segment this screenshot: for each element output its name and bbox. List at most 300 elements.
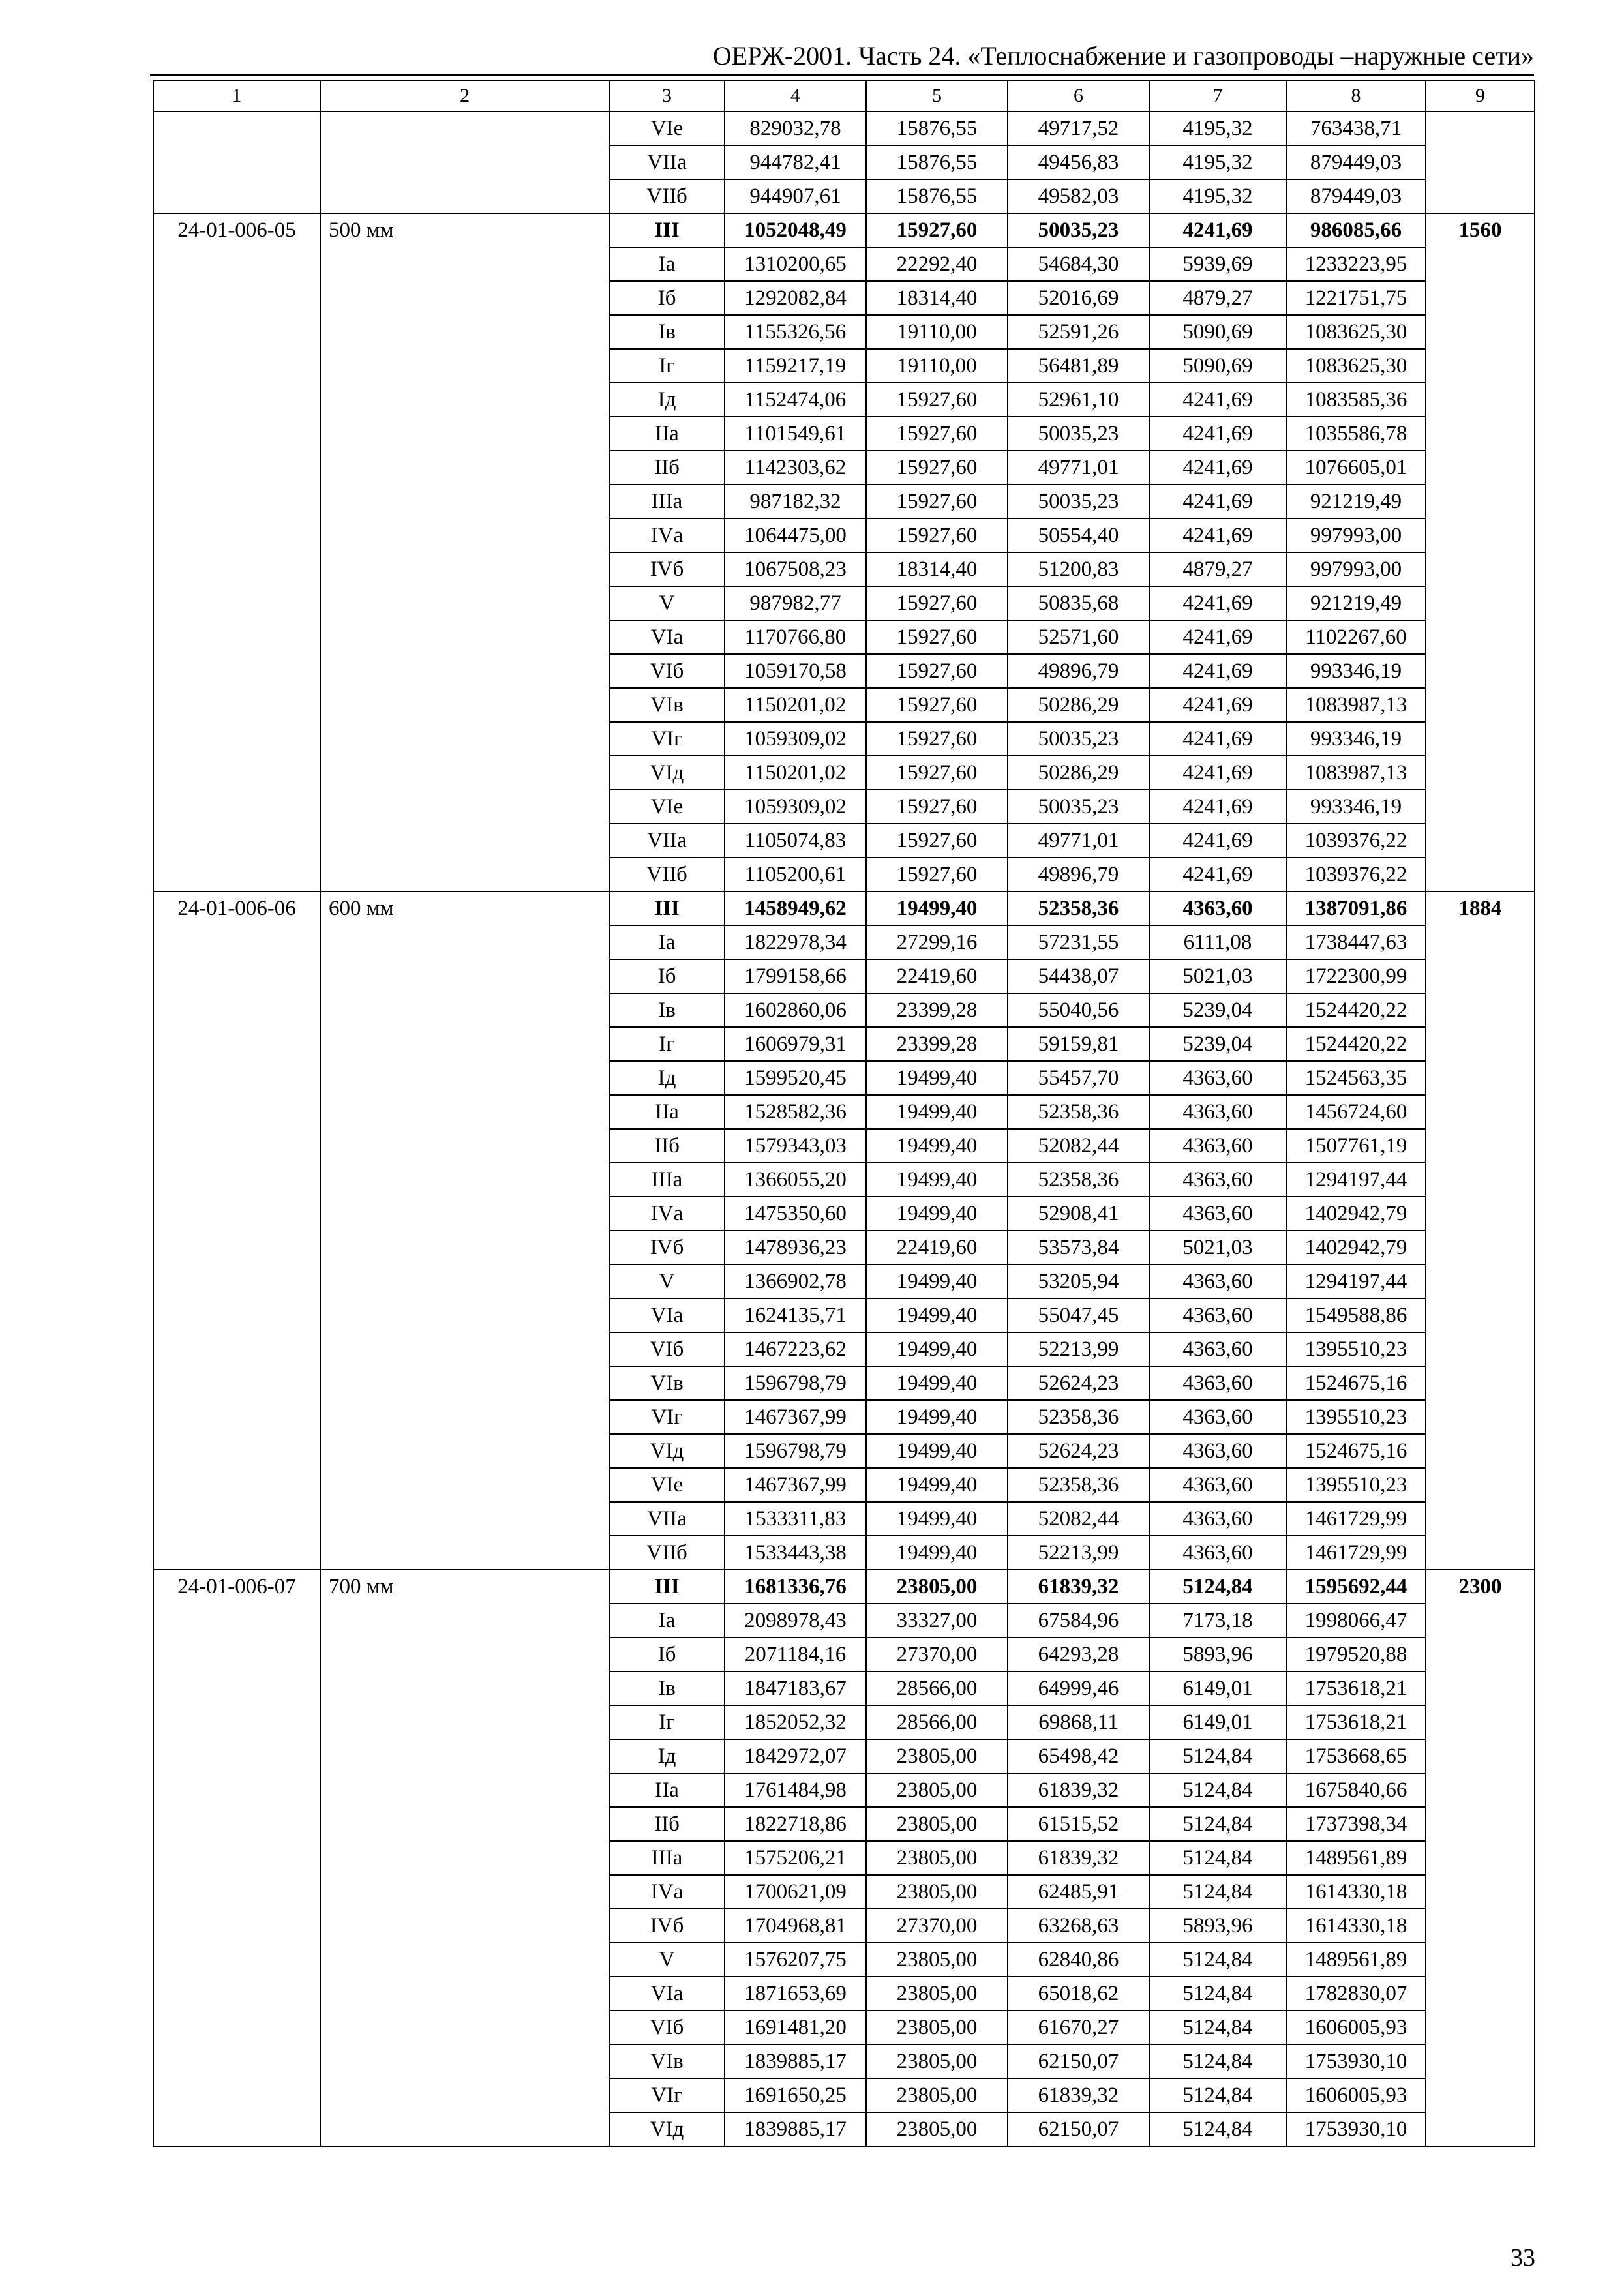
col5-cell: 19499,40 [866,1468,1008,1502]
col7-cell: 4241,69 [1149,688,1286,722]
col6-cell: 52082,44 [1008,1129,1149,1163]
region-cell: IIIа [609,1841,725,1875]
col6-cell: 51200,83 [1008,552,1149,586]
total-cell: 1884 [1426,891,1535,1570]
region-cell: IVа [609,1197,725,1231]
col8-cell: 1737398,34 [1286,1807,1426,1841]
col7-cell: 5124,84 [1149,1841,1286,1875]
col7-cell: 4879,27 [1149,281,1286,315]
col5-cell: 15876,55 [866,112,1008,145]
col7-cell: 4241,69 [1149,756,1286,790]
col4-cell: 1478936,23 [725,1231,866,1264]
col6-cell: 50035,23 [1008,790,1149,824]
col6-cell: 52571,60 [1008,620,1149,654]
col7-cell: 4363,60 [1149,1536,1286,1570]
col4-cell: 1059309,02 [725,790,866,824]
group-main-row [153,213,1535,247]
col6-cell: 65498,42 [1008,1739,1149,1773]
col4-cell: 1105074,83 [725,824,866,858]
col7-cell: 4241,69 [1149,722,1286,756]
col4-cell: 2071184,16 [725,1638,866,1671]
col5-cell: 22292,40 [866,247,1008,281]
col8-cell: 1083987,13 [1286,688,1426,722]
region-cell: Iб [609,959,725,993]
col6-cell: 50035,23 [1008,213,1149,247]
col6-cell: 52016,69 [1008,281,1149,315]
col5-cell: 15927,60 [866,722,1008,756]
col5-cell: 23805,00 [866,1875,1008,1909]
col4-cell: 1847183,67 [725,1671,866,1705]
col5-cell: 15927,60 [866,383,1008,417]
col4-cell: 1596798,79 [725,1434,866,1468]
region-cell: VIг [609,2078,725,2112]
col8-cell: 993346,19 [1286,722,1426,756]
col8-cell: 1102267,60 [1286,620,1426,654]
col7-cell: 5124,84 [1149,1875,1286,1909]
region-cell: Iг [609,349,725,383]
region-cell: Iв [609,1671,725,1705]
col8-cell: 1083585,36 [1286,383,1426,417]
col8-cell: 1489561,89 [1286,1841,1426,1875]
column-header: 5 [866,80,1008,112]
col6-cell: 49456,83 [1008,145,1149,179]
col7-cell: 5239,04 [1149,993,1286,1027]
region-cell: VIг [609,722,725,756]
region-cell: IVа [609,518,725,552]
col4-cell: 2098978,43 [725,1604,866,1638]
col5-cell: 19499,40 [866,1502,1008,1536]
col8-cell: 1233223,95 [1286,247,1426,281]
col8-cell: 879449,03 [1286,145,1426,179]
col4-cell: 987982,77 [725,586,866,620]
col7-cell: 4241,69 [1149,790,1286,824]
col4-cell: 987182,32 [725,485,866,518]
col8-cell: 1614330,18 [1286,1875,1426,1909]
col4-cell: 1576207,75 [725,1943,866,1977]
col5-cell: 18314,40 [866,552,1008,586]
col6-cell: 54684,30 [1008,247,1149,281]
col6-cell: 49896,79 [1008,654,1149,688]
col7-cell: 5090,69 [1149,349,1286,383]
col4-cell: 1606979,31 [725,1027,866,1061]
col6-cell: 64293,28 [1008,1638,1149,1671]
region-cell: VIа [609,1298,725,1332]
col6-cell: 61515,52 [1008,1807,1149,1841]
col4-cell: 1475350,60 [725,1197,866,1231]
rate-code-cell [153,112,320,213]
col6-cell: 52591,26 [1008,315,1149,349]
col8-cell: 1549588,86 [1286,1298,1426,1332]
region-cell: IVа [609,1875,725,1909]
col7-cell: 6149,01 [1149,1671,1286,1705]
col5-cell: 19499,40 [866,1163,1008,1197]
region-cell: VIв [609,1366,725,1400]
col4-cell: 1458949,62 [725,891,866,925]
col8-cell: 1083625,30 [1286,315,1426,349]
col4-cell: 1842972,07 [725,1739,866,1773]
group-main-row [153,1570,1535,1604]
col8-cell: 1524420,22 [1286,993,1426,1027]
col6-cell: 61839,32 [1008,1841,1149,1875]
col5-cell: 23805,00 [866,2112,1008,2146]
region-cell: Iд [609,383,725,417]
col6-cell: 50286,29 [1008,756,1149,790]
document-title: ОЕРЖ-2001. Часть 24. «Теплоснабжение и газопроводы –наружные сети» [712,41,1534,70]
diameter-cell [320,112,609,213]
col7-cell: 4363,60 [1149,1129,1286,1163]
col4-cell: 1871653,69 [725,1977,866,2011]
col6-cell: 64999,46 [1008,1671,1149,1705]
col5-cell: 15876,55 [866,179,1008,213]
page-number: 33 [1511,2244,1535,2271]
col6-cell: 56481,89 [1008,349,1149,383]
col7-cell: 5124,84 [1149,1943,1286,1977]
col5-cell: 15927,60 [866,756,1008,790]
col5-cell: 19499,40 [866,1197,1008,1231]
col4-cell: 1052048,49 [725,213,866,247]
col5-cell: 19499,40 [866,1400,1008,1434]
col5-cell: 19110,00 [866,349,1008,383]
col8-cell: 993346,19 [1286,654,1426,688]
col5-cell: 19499,40 [866,1434,1008,1468]
col5-cell: 15927,60 [866,451,1008,485]
col8-cell: 1606005,93 [1286,2078,1426,2112]
region-cell: VIв [609,2044,725,2078]
col5-cell: 15927,60 [866,688,1008,722]
rate-code-cell: 24-01-006-06 [153,891,320,1570]
col5-cell: 27370,00 [866,1909,1008,1943]
col8-cell: 1507761,19 [1286,1129,1426,1163]
col7-cell: 6111,08 [1149,925,1286,959]
col5-cell: 23805,00 [866,2011,1008,2044]
col4-cell: 944782,41 [725,145,866,179]
total-cell [1426,112,1535,213]
col6-cell: 52358,36 [1008,1400,1149,1434]
col4-cell: 1704968,81 [725,1909,866,1943]
col8-cell: 1753668,65 [1286,1739,1426,1773]
col6-cell: 69868,11 [1008,1705,1149,1739]
col5-cell: 15927,60 [866,790,1008,824]
col6-cell: 50035,23 [1008,485,1149,518]
col8-cell: 1395510,23 [1286,1332,1426,1366]
col5-cell: 15927,60 [866,485,1008,518]
col5-cell: 23805,00 [866,1739,1008,1773]
col6-cell: 62150,07 [1008,2044,1149,2078]
total-cell: 2300 [1426,1570,1535,2146]
col5-cell: 23399,28 [866,993,1008,1027]
col6-cell: 52082,44 [1008,1502,1149,1536]
region-cell: VIе [609,112,725,145]
column-header: 6 [1008,80,1149,112]
region-cell: VIе [609,790,725,824]
header-rule-thick [150,74,1534,76]
col5-cell: 23805,00 [866,1977,1008,2011]
col8-cell: 1753930,10 [1286,2044,1426,2078]
col5-cell: 15927,60 [866,518,1008,552]
col7-cell: 4363,60 [1149,891,1286,925]
col7-cell: 5939,69 [1149,247,1286,281]
col8-cell: 1083625,30 [1286,349,1426,383]
col4-cell: 1681336,76 [725,1570,866,1604]
total-cell: 1560 [1426,213,1535,891]
col7-cell: 4363,60 [1149,1366,1286,1400]
column-header: 7 [1149,80,1286,112]
col4-cell: 1142303,62 [725,451,866,485]
col5-cell: 23805,00 [866,1807,1008,1841]
col7-cell: 4195,32 [1149,145,1286,179]
col7-cell: 4195,32 [1149,179,1286,213]
col6-cell: 53205,94 [1008,1264,1149,1298]
col8-cell: 921219,49 [1286,485,1426,518]
col8-cell: 1035586,78 [1286,417,1426,451]
col8-cell: 997993,00 [1286,518,1426,552]
col4-cell: 1533443,38 [725,1536,866,1570]
table-body [153,80,1535,2146]
col5-cell: 19499,40 [866,1095,1008,1129]
col8-cell: 1782830,07 [1286,1977,1426,2011]
region-cell: IVб [609,552,725,586]
col8-cell: 1524675,16 [1286,1366,1426,1400]
column-header: 1 [153,80,320,112]
region-cell: Iв [609,315,725,349]
col6-cell: 49771,01 [1008,451,1149,485]
col6-cell: 50286,29 [1008,688,1149,722]
col4-cell: 1799158,66 [725,959,866,993]
col4-cell: 1852052,32 [725,1705,866,1739]
col5-cell: 23805,00 [866,2044,1008,2078]
col6-cell: 61670,27 [1008,2011,1149,2044]
col8-cell: 1039376,22 [1286,824,1426,858]
col5-cell: 15927,60 [866,824,1008,858]
region-cell: III [609,213,725,247]
column-header: 3 [609,80,725,112]
col4-cell: 1575206,21 [725,1841,866,1875]
col4-cell: 1310200,65 [725,247,866,281]
col4-cell: 1596798,79 [725,1366,866,1400]
col8-cell: 1675840,66 [1286,1773,1426,1807]
col8-cell: 1221751,75 [1286,281,1426,315]
col7-cell: 4241,69 [1149,451,1286,485]
region-cell: Iг [609,1705,725,1739]
col5-cell: 15927,60 [866,417,1008,451]
col8-cell: 1722300,99 [1286,959,1426,993]
col7-cell: 5021,03 [1149,959,1286,993]
col4-cell: 1839885,17 [725,2044,866,2078]
col8-cell: 1402942,79 [1286,1197,1426,1231]
col8-cell: 1387091,86 [1286,891,1426,925]
col8-cell: 1395510,23 [1286,1468,1426,1502]
col6-cell: 54438,07 [1008,959,1149,993]
col4-cell: 1155326,56 [725,315,866,349]
col7-cell: 5090,69 [1149,315,1286,349]
col5-cell: 19499,40 [866,1332,1008,1366]
col8-cell: 1395510,23 [1286,1400,1426,1434]
col8-cell: 1606005,93 [1286,2011,1426,2044]
col4-cell: 1366055,20 [725,1163,866,1197]
col7-cell: 4195,32 [1149,112,1286,145]
rate-code-cell: 24-01-006-07 [153,1570,320,2146]
col5-cell: 22419,60 [866,1231,1008,1264]
col6-cell: 52213,99 [1008,1332,1149,1366]
col5-cell: 27299,16 [866,925,1008,959]
diameter-cell: 500 мм [320,213,609,891]
col6-cell: 52358,36 [1008,1163,1149,1197]
region-cell: VIIб [609,179,725,213]
region-cell: IIа [609,1095,725,1129]
col5-cell: 19499,40 [866,1366,1008,1400]
region-cell: VIIб [609,858,725,891]
col4-cell: 1292082,84 [725,281,866,315]
col7-cell: 4363,60 [1149,1061,1286,1095]
document-header [150,37,1534,74]
region-cell: IVб [609,1909,725,1943]
col5-cell: 19110,00 [866,315,1008,349]
col8-cell: 1524420,22 [1286,1027,1426,1061]
col6-cell: 62485,91 [1008,1875,1149,1909]
region-cell: VIд [609,1434,725,1468]
col7-cell: 4363,60 [1149,1400,1286,1434]
col6-cell: 49717,52 [1008,112,1149,145]
col8-cell: 1076605,01 [1286,451,1426,485]
col4-cell: 1467223,62 [725,1332,866,1366]
col8-cell: 1456724,60 [1286,1095,1426,1129]
column-number-row [153,80,1535,112]
col4-cell: 1822718,86 [725,1807,866,1841]
col5-cell: 28566,00 [866,1671,1008,1705]
col7-cell: 4363,60 [1149,1298,1286,1332]
region-cell: Iб [609,281,725,315]
col7-cell: 4241,69 [1149,824,1286,858]
col7-cell: 4363,60 [1149,1332,1286,1366]
diameter-cell: 700 мм [320,1570,609,2146]
col6-cell: 59159,81 [1008,1027,1149,1061]
column-header: 4 [725,80,866,112]
col6-cell: 62150,07 [1008,2112,1149,2146]
col5-cell: 15927,60 [866,620,1008,654]
region-cell: III [609,1570,725,1604]
col7-cell: 4363,60 [1149,1502,1286,1536]
col4-cell: 1528582,36 [725,1095,866,1129]
col4-cell: 1691650,25 [725,2078,866,2112]
col7-cell: 4241,69 [1149,383,1286,417]
col6-cell: 49771,01 [1008,824,1149,858]
col4-cell: 829032,78 [725,112,866,145]
rates-table-container [153,80,1534,2147]
region-cell: VIа [609,1977,725,2011]
col5-cell: 15927,60 [866,654,1008,688]
col7-cell: 5021,03 [1149,1231,1286,1264]
col5-cell: 19499,40 [866,1129,1008,1163]
col4-cell: 1366902,78 [725,1264,866,1298]
region-cell: VIд [609,2112,725,2146]
col8-cell: 1979520,88 [1286,1638,1426,1671]
region-cell: IIIа [609,485,725,518]
rates-table [153,80,1535,2147]
col4-cell: 1691481,20 [725,2011,866,2044]
col5-cell: 33327,00 [866,1604,1008,1638]
column-header: 9 [1426,80,1535,112]
col4-cell: 1839885,17 [725,2112,866,2146]
region-cell: IIа [609,417,725,451]
col7-cell: 5124,84 [1149,1977,1286,2011]
col8-cell: 1595692,44 [1286,1570,1426,1604]
col8-cell: 993346,19 [1286,790,1426,824]
region-cell: V [609,1943,725,1977]
col7-cell: 4241,69 [1149,620,1286,654]
group-main-row [153,891,1535,925]
col6-cell: 55040,56 [1008,993,1149,1027]
col5-cell: 23805,00 [866,1841,1008,1875]
col8-cell: 1294197,44 [1286,1163,1426,1197]
col4-cell: 1101549,61 [725,417,866,451]
col4-cell: 1602860,06 [725,993,866,1027]
col8-cell: 1738447,63 [1286,925,1426,959]
col6-cell: 50035,23 [1008,417,1149,451]
region-cell: Iв [609,993,725,1027]
diameter-cell: 600 мм [320,891,609,1570]
region-cell: IIIа [609,1163,725,1197]
region-cell: VIв [609,688,725,722]
col7-cell: 7173,18 [1149,1604,1286,1638]
col8-cell: 1402942,79 [1286,1231,1426,1264]
region-cell: IIа [609,1773,725,1807]
col4-cell: 1159217,19 [725,349,866,383]
col4-cell: 1467367,99 [725,1400,866,1434]
col7-cell: 6149,01 [1149,1705,1286,1739]
region-cell: V [609,586,725,620]
col7-cell: 5893,96 [1149,1909,1286,1943]
region-cell: Iа [609,247,725,281]
col6-cell: 55457,70 [1008,1061,1149,1095]
col6-cell: 61839,32 [1008,1570,1149,1604]
col5-cell: 23805,00 [866,2078,1008,2112]
rate-code-cell: 24-01-006-05 [153,213,320,891]
col7-cell: 4363,60 [1149,1434,1286,1468]
col7-cell: 4241,69 [1149,518,1286,552]
col4-cell: 1624135,71 [725,1298,866,1332]
col5-cell: 15876,55 [866,145,1008,179]
col7-cell: 5893,96 [1149,1638,1286,1671]
col6-cell: 57231,55 [1008,925,1149,959]
region-cell: VIа [609,620,725,654]
col4-cell: 1533311,83 [725,1502,866,1536]
col7-cell: 4879,27 [1149,552,1286,586]
col5-cell: 23805,00 [866,1943,1008,1977]
region-cell: VIб [609,1332,725,1366]
region-cell: Iд [609,1739,725,1773]
region-cell: IVб [609,1231,725,1264]
col6-cell: 55047,45 [1008,1298,1149,1332]
col5-cell: 23399,28 [866,1027,1008,1061]
col7-cell: 5124,84 [1149,2011,1286,2044]
col5-cell: 23805,00 [866,1773,1008,1807]
region-cell: IIб [609,451,725,485]
col5-cell: 19499,40 [866,1298,1008,1332]
col6-cell: 67584,96 [1008,1604,1149,1638]
col4-cell: 1150201,02 [725,688,866,722]
col7-cell: 4363,60 [1149,1095,1286,1129]
col8-cell: 1998066,47 [1286,1604,1426,1638]
col5-cell: 15927,60 [866,213,1008,247]
col6-cell: 50835,68 [1008,586,1149,620]
col4-cell: 1150201,02 [725,756,866,790]
region-cell: Iб [609,1638,725,1671]
col6-cell: 62840,86 [1008,1943,1149,1977]
col4-cell: 1059170,58 [725,654,866,688]
col6-cell: 65018,62 [1008,1977,1149,2011]
col5-cell: 19499,40 [866,891,1008,925]
col4-cell: 1067508,23 [725,552,866,586]
